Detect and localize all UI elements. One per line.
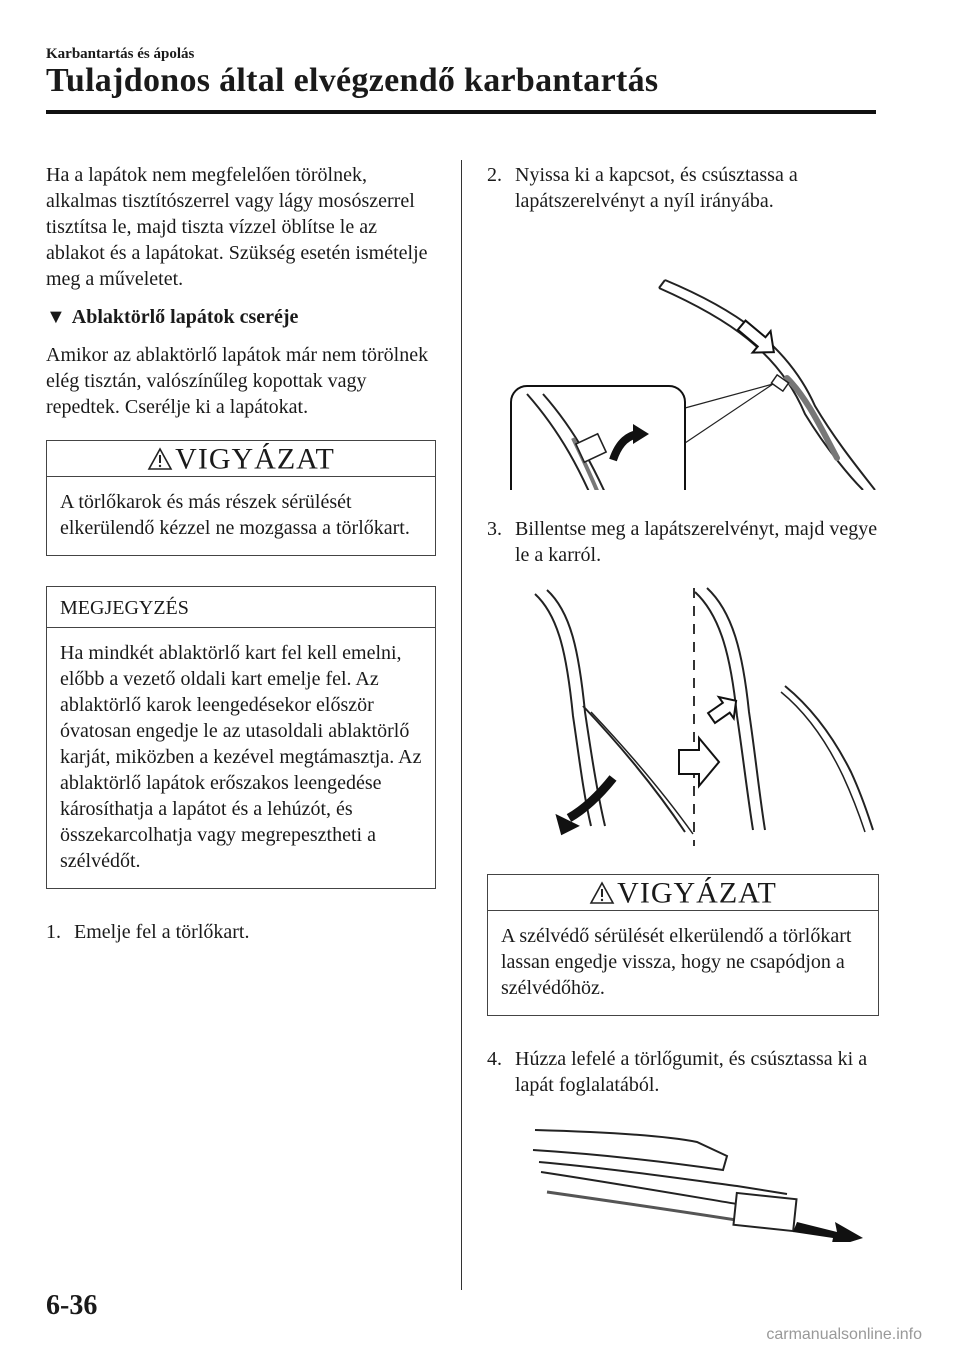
note-text: Ha mindkét ablaktörlő kart fel kell emelni, előbb a vezető oldali kart emelje fel. Az ablaktörlő karok leengedésekor először óvatosan engedje le az utasoldali ablaktörlő karját, miközben a kezével megtámasztja. Az ablaktörlő lapátok erőszakos leengedése károsíthatja a lapátot és a lehúzót, és összekarcolhatja vagy megrepesztheti a szélvédőt. xyxy=(60,642,422,873)
figure-slide-rubber xyxy=(487,1112,877,1242)
warning-icon xyxy=(147,447,173,471)
watermark: carmanualsonline.info xyxy=(766,1326,922,1343)
caution-box-1 xyxy=(46,440,436,556)
caution-title-2: VIGYÁZAT xyxy=(617,876,777,910)
intro-paragraph: Ha a lapátok nem megfelelően törölnek, alkalmas tisztítószerrel vagy lágy mosószerrel tisztítsa le, majd tiszta vízzel öblítse le az ablakot és a lapátokat. Szükség esetén ismételje meg a műveletet. xyxy=(46,164,428,290)
step-3-text: Billentse meg a lapátszerelvényt, majd vegye le a karról. xyxy=(515,518,878,566)
caution-header-1 xyxy=(47,441,435,477)
step-1-number: 1. xyxy=(46,921,61,944)
caution-text-1: A törlőkarok és más részek sérülését elkerülendő kézzel ne mozgassa a törlőkart. xyxy=(60,491,410,540)
title-rule xyxy=(46,110,876,114)
right-column xyxy=(487,162,879,1242)
step-2-number: 2. xyxy=(487,164,502,186)
section-heading-text: Ablaktörlő lapátok cseréje xyxy=(71,306,299,328)
figure-open-clip xyxy=(487,228,877,490)
left-column xyxy=(46,162,436,945)
section-label: Karbantartás és ápolás xyxy=(46,46,195,62)
step-3 xyxy=(487,516,879,568)
caution-title-1: VIGYÁZAT xyxy=(175,442,335,476)
figure-remove-blade xyxy=(487,582,877,848)
body-paragraph: Amikor az ablaktörlő lapátok már nem törölnek elég tisztán, valószínűleg kopottak vagy repedtek. Cserélje ki a lapátokat. xyxy=(46,344,429,418)
section-heading xyxy=(46,304,436,330)
step-2-text: Nyissa ki a kapcsot, és csúsztassa a lapátszerelvényt a nyíl irányába. xyxy=(515,164,798,212)
page-title: Tulajdonos által elvégzendő karbantartás xyxy=(46,62,659,99)
caution-header-2 xyxy=(488,875,878,911)
page-number: 6-36 xyxy=(46,1290,98,1321)
caution-text-2: A szélvédő sérülését elkerülendő a törlőkart lassan engedje vissza, hogy ne csapódjon a szélvédőhöz. xyxy=(501,925,852,1000)
caution-box-2 xyxy=(487,874,879,1016)
step-4-text: Húzza lefelé a törlőgumit, és csúsztassa ki a lapát foglalatából. xyxy=(515,1048,868,1097)
column-divider xyxy=(461,160,462,1290)
step-2 xyxy=(487,162,879,214)
note-title: MEGJEGYZÉS xyxy=(47,587,435,628)
step-1 xyxy=(46,919,436,945)
note-box xyxy=(46,586,436,889)
step-1-text: Emelje fel a törlőkart. xyxy=(74,921,250,944)
step-4 xyxy=(487,1046,879,1098)
triangle-bullet-icon: ▼ xyxy=(46,306,66,328)
step-3-number: 3. xyxy=(487,518,502,540)
warning-icon xyxy=(589,881,615,905)
step-4-number: 4. xyxy=(487,1048,502,1071)
